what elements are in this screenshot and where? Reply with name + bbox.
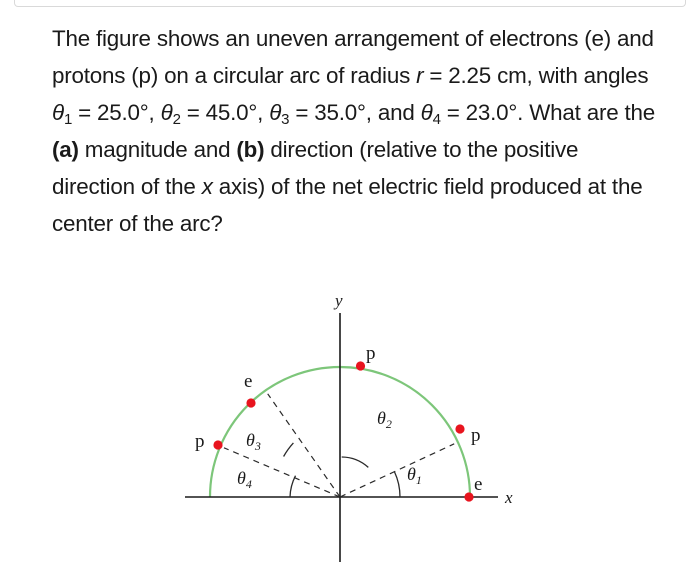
theta-subscript: 2 — [172, 111, 181, 128]
theta-1-label: $\theta_1$ — [407, 464, 422, 487]
radial-dashed-line — [268, 394, 340, 497]
question-text-5: = 35.0°, and — [289, 100, 421, 125]
radial-dashed-line — [340, 444, 454, 497]
theta-4-label: $\theta_4$ — [237, 468, 252, 491]
theta-symbol: θ — [269, 100, 282, 125]
theta-subscript: 1 — [63, 111, 73, 128]
theta-3-label: $\theta_3$ — [246, 430, 261, 453]
y-axis-label: y — [335, 291, 343, 310]
theta-symbol: θ — [52, 100, 64, 125]
question-text-8: direction (relative to the positive direction of the — [52, 137, 579, 199]
charge-dot — [213, 440, 222, 449]
charge-dot — [246, 398, 255, 407]
question-text-4: = 45.0°, — [180, 100, 270, 125]
theta-subscript: 4 — [432, 111, 441, 128]
theta-symbol: θ — [420, 100, 433, 125]
theta-subscript: 3 — [281, 111, 290, 128]
question-text-1: The figure shows an uneven arrangement of electrons (e) and protons (p) on a circular arc of radius — [52, 26, 654, 88]
theta-1-arc — [394, 472, 400, 497]
question-text-9: axis) of the net electric field produced at the center of the arc? — [52, 174, 643, 236]
theta-symbol: θ — [160, 100, 173, 125]
charge-dot — [455, 424, 464, 433]
charge-dot — [464, 492, 473, 501]
charge-label: e — [474, 474, 483, 495]
question-text-2: = 2.25 cm, with angles — [423, 63, 649, 88]
charge-dot — [356, 361, 365, 370]
radius-variable: r — [416, 63, 424, 88]
theta-4-arc — [290, 476, 296, 497]
question-text-7: magnitude and — [78, 137, 237, 162]
question-text-6: = 23.0°. What are the — [440, 100, 655, 125]
charge-label: p — [195, 431, 205, 452]
part-a-label: (a) — [52, 137, 79, 162]
x-axis-label: x — [505, 488, 513, 507]
theta-2-arc — [342, 457, 369, 467]
charge-label: e — [244, 371, 253, 392]
x-variable: x — [201, 174, 213, 199]
question-text-3: = 25.0°, — [72, 100, 161, 125]
charge-label: p — [471, 425, 481, 446]
theta-3-arc — [284, 443, 294, 457]
theta-2-label: $\theta_2$ — [377, 408, 392, 431]
charge-label: p — [366, 343, 376, 364]
part-b-label: (b) — [236, 137, 265, 162]
